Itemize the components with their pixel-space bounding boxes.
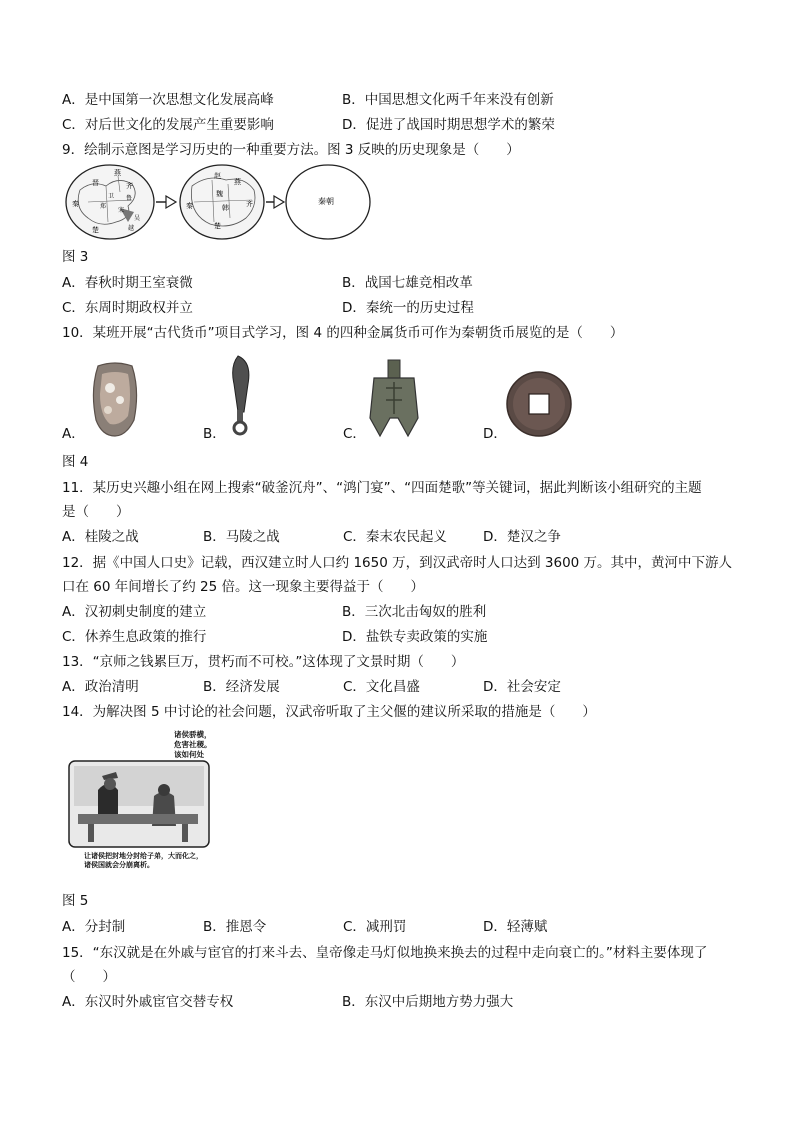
map1-label-qi: 齐 — [126, 182, 133, 190]
q10-stem: 10．某班开展“古代货币”项目式学习，图 4 的四种金属货币可作为秦朝货币展览的是（ ） — [62, 325, 624, 341]
q15-stem-line2: （ ） — [62, 969, 116, 985]
q13-stem: 13．“京师之钱累巨万，贯朽而不可校。”这体现了文景时期（ ） — [62, 654, 465, 670]
coin-knife — [222, 354, 262, 438]
q12-stem-line2: 口在 60 年间增长了约 25 倍。这一现象主要得益于（ ） — [62, 579, 425, 595]
cartoon-scene — [68, 760, 210, 848]
q12-option-b: B．三次北击匈奴的胜利 — [342, 604, 487, 620]
coin-shell-ant-nose — [86, 360, 144, 440]
q11-option-d: D．楚汉之争 — [483, 529, 561, 545]
map1-label-zheng: 郑 — [100, 203, 107, 210]
q10-option-d: D． — [483, 426, 507, 442]
q10-option-c: C． — [343, 426, 366, 442]
figure-5-cartoon — [62, 728, 214, 880]
q9-option-a: A．春秋时期王室衰微 — [62, 275, 193, 291]
map1-label-wu: 吴 — [134, 215, 141, 222]
q10-option-a: A． — [62, 426, 85, 442]
arrow-right-icon — [274, 196, 284, 208]
q14-option-b: B．推恩令 — [203, 919, 267, 935]
q8-option-d: D．促进了战国时期思想学术的繁荣 — [342, 117, 555, 133]
q14-stem: 14．为解决图 5 中讨论的社会问题，汉武帝听取了主父偃的建议所采取的措施是（ ） — [62, 704, 596, 720]
q14-option-c: C．减刑罚 — [343, 919, 407, 935]
q11-option-b: B．马陵之战 — [203, 529, 280, 545]
map1-label-yan: 燕 — [114, 169, 121, 177]
q13-option-c: C．文化昌盛 — [343, 679, 420, 695]
q14-option-d: D．轻薄赋 — [483, 919, 548, 935]
q12-option-d: D．盐铁专卖政策的实施 — [342, 629, 488, 645]
q14-option-a: A．分封制 — [62, 919, 126, 935]
q8-option-c: C．对后世文化的发展产生重要影响 — [62, 117, 274, 133]
q9-option-c: C．东周时期政权并立 — [62, 300, 193, 316]
map2-label-qin: 秦 — [186, 202, 193, 210]
map1-label-wei: 卫 — [108, 193, 115, 200]
q10-option-b: B． — [203, 426, 226, 442]
q12-option-c: C．休养生息政策的推行 — [62, 629, 207, 645]
map1-label-chu: 楚 — [92, 226, 99, 234]
figure-5-caption: 图 5 — [62, 893, 89, 909]
q11-stem-line1: 11．某历史兴趣小组在网上搜索“破釜沉舟”、“鸿门宴”、“四面楚歌”等关键词，据此判断该小组研究的主题 — [62, 480, 702, 496]
map-spring-autumn — [66, 165, 154, 239]
q8-option-a: A．是中国第一次思想文化发展高峰 — [62, 92, 274, 108]
q13-option-b: B．经济发展 — [203, 679, 280, 695]
figure-4-caption: 图 4 — [62, 454, 89, 470]
q11-option-a: A．桂陵之战 — [62, 529, 139, 545]
q9-option-d: D．秦统一的历史过程 — [342, 300, 474, 316]
map1-label-song: 宋 — [118, 207, 125, 214]
map3-label-qin-dynasty: 秦朝 — [318, 197, 334, 206]
q12-stem-line1: 12．据《中国人口史》记载，西汉建立时人口约 1650 万，到汉武帝时人口达到 3600 万。其中，黄河中下游人 — [62, 555, 733, 571]
q13-option-d: D．社会安定 — [483, 679, 561, 695]
map2-label-yan: 燕 — [234, 178, 241, 186]
arrow-right-icon — [166, 196, 176, 208]
q12-option-a: A．汉初刺史制度的建立 — [62, 604, 207, 620]
q15-option-a: A．东汉时外戚宦官交替专权 — [62, 994, 234, 1010]
map2-label-wei: 魏 — [216, 190, 223, 198]
map2-label-zhao: 赵 — [214, 172, 221, 180]
map1-label-jin: 晋 — [92, 179, 99, 187]
map2-label-chu: 楚 — [214, 222, 221, 230]
q8-option-b: B．中国思想文化两千年来没有创新 — [342, 92, 554, 108]
q9-stem: 9．绘制示意图是学习历史的一种重要方法。图 3 反映的历史现象是（ ） — [62, 142, 520, 158]
figure-3-maps — [62, 162, 382, 244]
map2-label-han: 韩 — [222, 204, 229, 212]
q11-stem-line2: 是（ ） — [62, 504, 130, 520]
coin-spade — [364, 358, 424, 440]
map2-label-qi: 齐 — [246, 200, 253, 208]
q13-option-a: A．政治清明 — [62, 679, 139, 695]
coin-banliang — [503, 370, 575, 438]
bubble-emperor-text: 诸侯骄横，危害社稷。该如何处 — [174, 730, 212, 759]
map1-label-lu: 鲁 — [126, 195, 133, 202]
figure-3-caption: 图 3 — [62, 249, 89, 265]
map1-label-yue: 越 — [128, 225, 135, 232]
q11-option-c: C．秦末农民起义 — [343, 529, 447, 545]
q9-option-b: B．战国七雄竞相改革 — [342, 275, 473, 291]
bubble-zhufuyan-text: 让诸侯把封地分封给子弟，大而化之，诸侯国就会分崩离析。 — [84, 852, 203, 869]
map1-label-qin: 秦 — [72, 200, 79, 208]
q15-stem-line1: 15．“东汉就是在外戚与宦官的打来斗去、皇帝像走马灯似地换来换去的过程中走向衰亡的。”材料主要体现了 — [62, 945, 708, 961]
q15-option-b: B．东汉中后期地方势力强大 — [342, 994, 514, 1010]
